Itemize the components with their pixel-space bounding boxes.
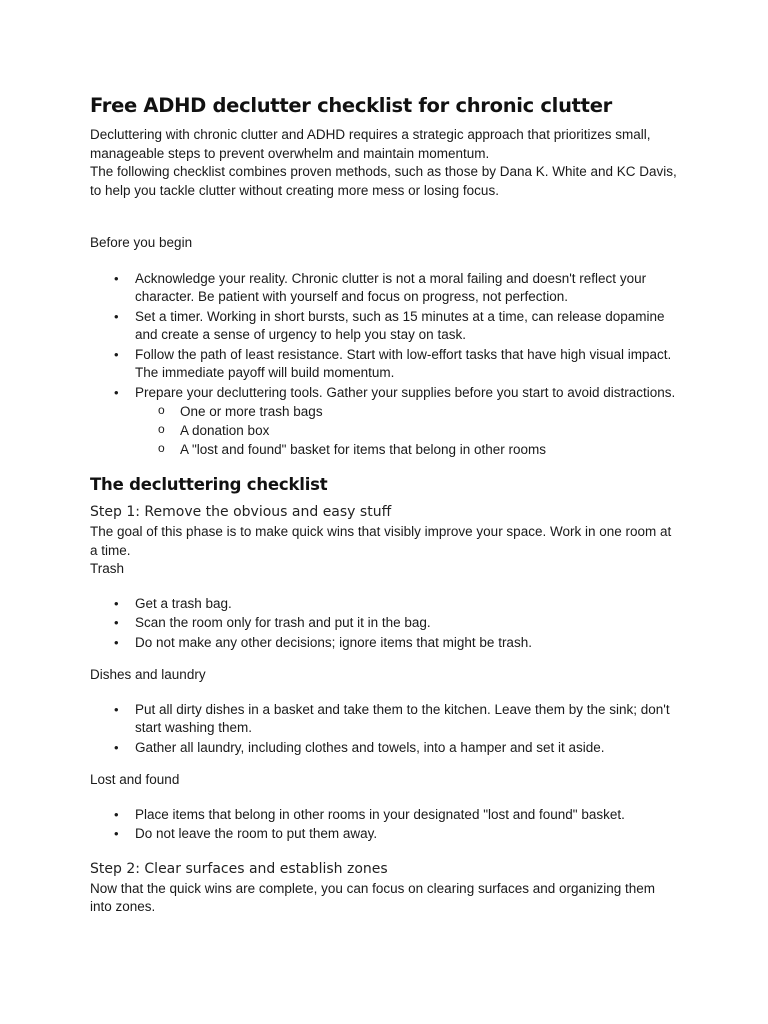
- intro-paragraph-2: The following checklist combines proven methods, such as those by Dana K. White and KC Davis, to help you tackle clutter without creating more mess or losing focus.: [90, 164, 677, 198]
- sublist-item: o A donation box: [135, 421, 680, 440]
- before-list: [90, 270, 680, 460]
- trash-label: Trash: [90, 561, 125, 576]
- list-item: • Follow the path of least resistance. Start with low-effort tasks that have high visual impact. The immediate payoff will build momentum.: [90, 346, 680, 383]
- list-item: • Get a trash bag.: [90, 595, 680, 614]
- sublist-item: o One or more trash bags: [135, 402, 680, 421]
- checklist-heading: The decluttering checklist: [90, 475, 328, 494]
- intro-paragraph-1: Decluttering with chronic clutter and ADHD requires a strategic approach that prioritizes small, manageable steps to prevent overwhelm and maintain momentum.: [90, 127, 651, 161]
- list-item: • Do not leave the room to put them away.: [90, 825, 680, 844]
- list-item: • Place items that belong in other rooms in your designated "lost and found" basket.: [90, 806, 680, 825]
- dishes-label: Dishes and laundry: [90, 667, 206, 682]
- step-1-heading: Step 1: Remove the obvious and easy stuff: [90, 504, 392, 520]
- list-item: [90, 384, 680, 460]
- list-item: • Scan the room only for trash and put it in the bag.: [90, 614, 680, 633]
- step-2-heading: Step 2: Clear surfaces and establish zones: [90, 860, 388, 877]
- step-1-text: The goal of this phase is to make quick wins that visibly improve your space. Work in one room at a time.: [90, 524, 672, 558]
- document-page: [90, 92, 680, 917]
- list-item: • Acknowledge your reality. Chronic clutter is not a moral failing and doesn't reflect your character. Be patient with yourself and focus on progress, not perfection.: [90, 270, 680, 307]
- list-item: • Put all dirty dishes in a basket and take them to the kitchen. Leave them by the sink; don't start washing them.: [90, 701, 680, 738]
- trash-list: [90, 595, 680, 653]
- list-item: • Gather all laundry, including clothes and towels, into a hamper and set it aside.: [90, 739, 680, 758]
- list-item-text: Prepare your decluttering tools. Gather your supplies before you start to avoid distractions.: [135, 384, 676, 400]
- sublist-item: o A "lost and found" basket for items that belong in other rooms: [135, 440, 680, 459]
- step-2-text: Now that the quick wins are complete, you can focus on clearing surfaces and organizing them into zones.: [90, 880, 656, 914]
- dishes-list: [90, 701, 680, 758]
- tools-sublist: [135, 402, 680, 459]
- lost-found-list: [90, 806, 680, 844]
- page-title: Free ADHD declutter checklist for chronic clutter: [90, 94, 612, 117]
- before-you-begin-label: Before you begin: [90, 235, 193, 250]
- list-item: • Set a timer. Working in short bursts, such as 15 minutes at a time, can release dopamine and create a sense of urgency to help you stay on task.: [90, 308, 680, 345]
- list-item: • Do not make any other decisions; ignore items that might be trash.: [90, 634, 680, 653]
- lost-found-label: Lost and found: [90, 772, 180, 787]
